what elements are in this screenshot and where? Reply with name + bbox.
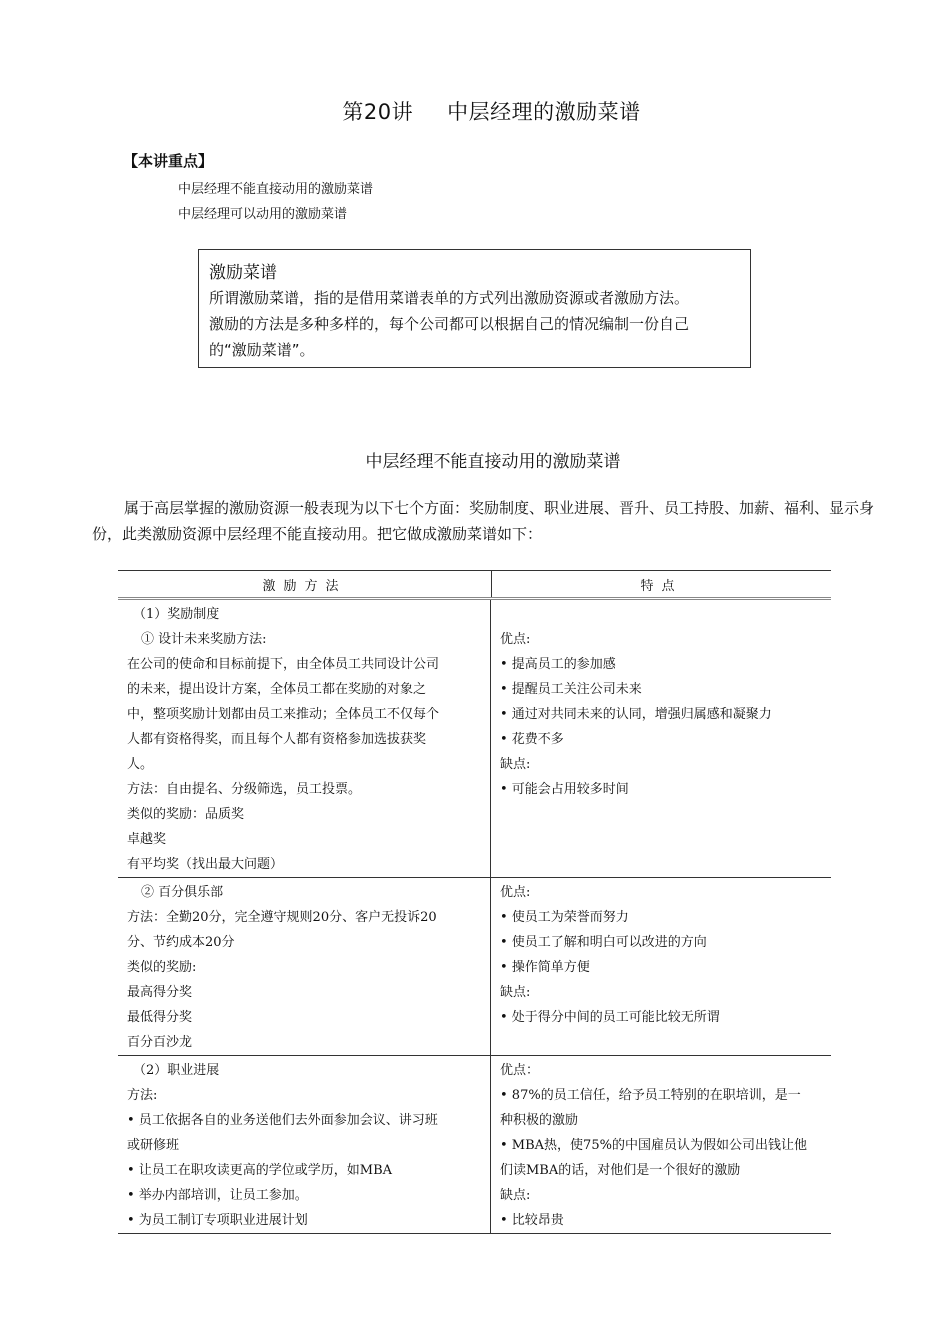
cell-line: 人都有资格得奖，而且每个人都有资格参加选拔获奖	[127, 732, 427, 747]
cell-line: 中，整项奖励计划都由员工来推动；全体员工不仅每个	[127, 707, 440, 722]
cell-line: 种积极的激励	[500, 1113, 579, 1128]
cell-line: • 提醒员工关注公司未来	[500, 682, 642, 697]
definition-box	[198, 249, 751, 368]
features-cell	[491, 878, 831, 1055]
method-cell	[118, 600, 491, 877]
cell-line: 最高得分奖	[127, 985, 193, 1000]
cell-line: ① 设计未来奖励方法:	[141, 632, 267, 647]
cell-line: 方法：全勤20分，完全遵守规则20分、客户无投诉20	[127, 910, 437, 925]
cell-line: 方法:	[127, 1088, 158, 1103]
table-row	[118, 1056, 831, 1233]
table-header	[118, 571, 831, 600]
header-method: 激励方法	[118, 571, 492, 597]
method-cell	[118, 1056, 491, 1233]
cell-line: • 操作简单方便	[500, 960, 590, 975]
cell-line: • 员工依据各自的业务送他们去外面参加会议、讲习班	[127, 1113, 438, 1128]
cell-line: 们读MBA的话，对他们是一个很好的激励	[500, 1163, 741, 1178]
cell-line: • 提高员工的参加感	[500, 657, 616, 672]
cell-line: • 使员工了解和明白可以改进的方向	[500, 935, 707, 950]
incentive-menu-table	[118, 570, 831, 1234]
cell-line: 人。	[127, 757, 154, 772]
cell-line: • 比较昂贵	[500, 1213, 564, 1228]
cell-line: 分、节约成本20分	[127, 935, 235, 950]
cell-line: 的未来，提出设计方案，全体员工都在奖励的对象之	[127, 682, 427, 697]
cell-line: 卓越奖	[127, 832, 167, 847]
cell-line: （1）奖励制度	[133, 607, 220, 622]
cell-line: • 让员工在职攻读更高的学位或学历，如MBA	[127, 1163, 393, 1178]
cell-line: • 花费不多	[500, 732, 564, 747]
cell-line: • 通过对共同未来的认同，增强归属感和凝聚力	[500, 707, 772, 722]
cell-line: 类似的奖励:	[127, 960, 197, 975]
cell-line: • 可能会占用较多时间	[500, 782, 629, 797]
cell-line: 百分百沙龙	[127, 1035, 193, 1050]
cell-line: 优点:	[500, 632, 531, 647]
features-cell	[491, 600, 831, 877]
features-cell	[491, 1056, 831, 1233]
section-title: 中层经理不能直接动用的激励菜谱	[365, 452, 621, 472]
definition-text	[209, 285, 740, 363]
key-point-item: 中层经理可以动用的激励菜谱	[178, 207, 348, 222]
key-point-item: 中层经理不能直接动用的激励菜谱	[178, 182, 374, 197]
cell-line: • 处于得分中间的员工可能比较无所谓	[500, 1010, 720, 1025]
method-cell	[118, 878, 491, 1055]
page-title	[0, 96, 950, 126]
cell-line: • 使员工为荣誉而努力	[500, 910, 629, 925]
cell-line: （2）职业进展	[133, 1063, 220, 1078]
definition-line: 激励的方法是多种多样的，每个公司都可以根据自己的情况编制一份自己	[209, 315, 690, 333]
cell-line: 缺点:	[500, 1188, 531, 1203]
cell-line: 缺点:	[500, 985, 531, 1000]
cell-line: 在公司的使命和目标前提下，由全体员工共同设计公司	[127, 657, 440, 672]
header-features: 特点	[640, 578, 683, 594]
cell-line: 优点:	[500, 885, 531, 900]
key-points-heading: 【本讲重点】	[123, 152, 214, 170]
cell-line: • 为员工制订专项职业进展计划	[127, 1213, 308, 1228]
cell-line: 类似的奖励：品质奖	[127, 807, 245, 822]
lecture-number: 第20讲	[342, 100, 414, 124]
cell-line: • 87%的员工信任，给予员工特别的在职培训，是一	[500, 1088, 801, 1103]
cell-line: 或研修班	[127, 1138, 180, 1153]
lecture-topic: 中层经理的激励菜谱	[447, 100, 641, 124]
cell-line: 缺点:	[500, 757, 531, 772]
cell-line: • 举办内部培训，让员工参加。	[127, 1188, 308, 1203]
section-intro: 属于高层掌握的激励资源一般表现为以下七个方面：奖励制度、职业进展、晋升、员工持股、加薪、福利、显示身份，此类激励资源中层经理不能直接动用。把它做成激励菜谱如下：	[92, 499, 875, 543]
definition-line: 的“激励菜谱”。	[209, 341, 315, 359]
definition-line: 所谓激励菜谱，指的是借用菜谱表单的方式列出激励资源或者激励方法。	[209, 289, 690, 307]
cell-line: 方法：自由提名、分级筛选，员工投票。	[127, 782, 362, 797]
table-row	[118, 600, 831, 878]
cell-line: 优点：	[500, 1063, 540, 1078]
cell-line: 最低得分奖	[127, 1010, 193, 1025]
cell-line	[500, 602, 827, 627]
cell-line: ② 百分俱乐部	[141, 885, 224, 900]
table-row	[118, 878, 831, 1056]
definition-heading: 激励菜谱	[209, 263, 277, 283]
cell-line: 有平均奖（找出最大问题）	[127, 857, 284, 872]
cell-line: • MBA热，使75%的中国雇员认为假如公司出钱让他	[500, 1138, 807, 1153]
